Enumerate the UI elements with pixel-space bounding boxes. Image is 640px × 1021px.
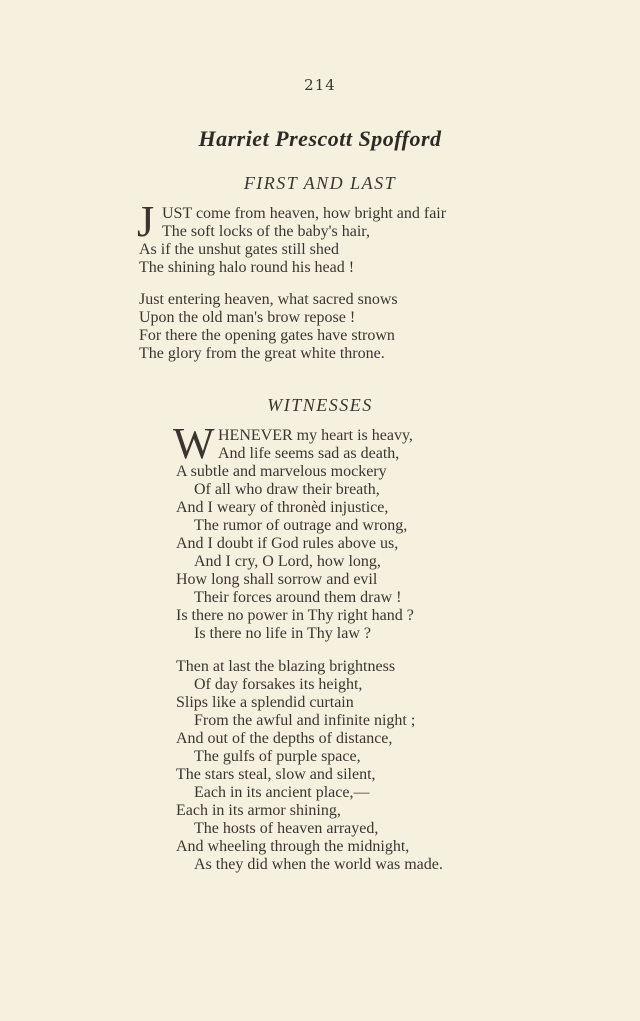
poem-line: For there the opening gates have strown (139, 327, 395, 344)
poem-line: The rumor of outrage and wrong, (194, 517, 408, 534)
poem-line: Just entering heaven, what sacred snows (139, 291, 398, 308)
poem-line: How long shall sorrow and evil (176, 571, 378, 588)
author-heading: Harriet Prescott Spofford (198, 126, 442, 151)
poem-line: Upon the old man's brow repose ! (139, 309, 356, 326)
poem-line: And I weary of thronèd injustice, (176, 499, 389, 516)
poem-line: And life seems sad as death, (218, 445, 400, 462)
poem-line: And I cry, O Lord, how long, (194, 553, 381, 570)
poem-line: The glory from the great white throne. (139, 345, 385, 362)
poem1-stanza2 (0, 291, 398, 363)
poem2-stanza1 (0, 427, 414, 643)
poem-line: UST come from heaven, how bright and fair (162, 205, 447, 222)
poem-line: The stars steal, slow and silent, (176, 766, 376, 783)
drop-cap: J (137, 197, 155, 246)
poem-line: And I doubt if God rules above us, (176, 535, 399, 552)
poem-line: Slips like a splendid curtain (176, 694, 354, 711)
poem-line: And wheeling through the midnight, (176, 838, 410, 855)
poem-line: From the awful and infinite night ; (194, 712, 416, 729)
poem-line: A subtle and marvelous mockery (176, 463, 387, 480)
poem-line: Then at last the blazing brightness (176, 658, 396, 675)
poem-line: The hosts of heaven arrayed, (194, 820, 379, 837)
poem-line: The soft locks of the baby's hair, (162, 223, 370, 240)
poem-line: As if the unshut gates still shed (139, 241, 339, 258)
poem-line: Each in its ancient place,— (194, 784, 370, 801)
poem-line: And out of the depths of distance, (176, 730, 393, 747)
poem-line: The gulfs of purple space, (194, 748, 361, 765)
poem2-stanza2 (0, 658, 443, 874)
poem1-stanza1 (0, 205, 447, 277)
poem-line: The shining halo round his head ! (139, 259, 355, 276)
poem-line: As they did when the world was made. (194, 856, 443, 873)
poem-title-witnesses: WITNESSES (267, 395, 373, 415)
poem-line: HENEVER my heart is heavy, (218, 427, 413, 444)
poem-line: Of day forsakes its height, (194, 676, 363, 693)
poem-line: Of all who draw their breath, (194, 481, 380, 498)
page-number: 214 (304, 76, 336, 94)
poem-line: Their forces around them draw ! (194, 589, 402, 606)
poem-title-first-and-last: FIRST AND LAST (243, 173, 397, 193)
poem-line: Each in its armor shining, (176, 802, 341, 819)
drop-cap: W (173, 419, 215, 468)
poem-line: Is there no power in Thy right hand ? (176, 607, 414, 624)
poem-line: Is there no life in Thy law ? (194, 625, 371, 642)
